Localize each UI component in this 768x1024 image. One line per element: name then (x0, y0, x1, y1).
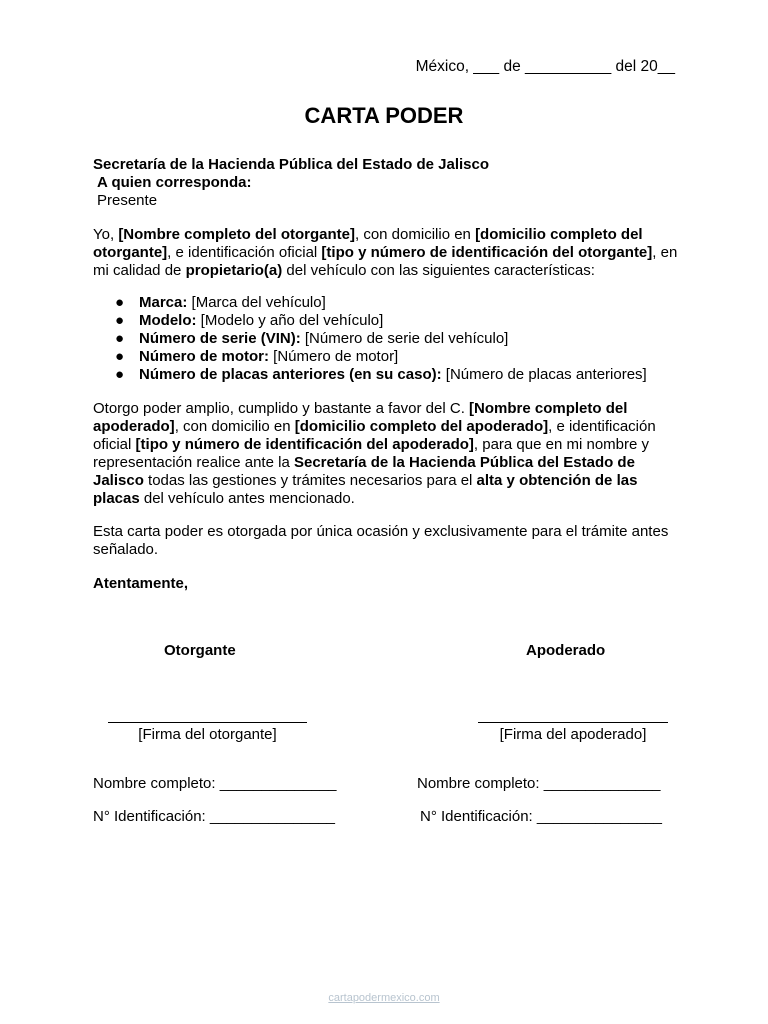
p2-text-2: , con domicilio en (174, 418, 295, 435)
addressee-presente: Presente (97, 192, 158, 209)
p1-text-2: , con domicilio en (355, 226, 476, 243)
addressee-institution: Secretaría de la Hacienda Pública del Estado de Jalisco (93, 156, 490, 173)
addressee-block (93, 156, 683, 210)
closing: Atentamente, (93, 575, 189, 592)
grantor-signature-label: [Firma del otorgante] (138, 726, 277, 743)
addressee-salutation: A quien corresponda: (97, 174, 252, 191)
grantor-signature-line (108, 722, 307, 723)
p2-institution: Secretaría de la Hacienda Pública del Estado de Jalisco (93, 454, 635, 489)
p2-text-3: , e identificación oficial (93, 418, 656, 453)
p2-text-6: del vehículo antes mencionado. (139, 490, 355, 507)
p1-text-4: , en mi calidad de (93, 244, 678, 279)
p2-text-1: Otorgo poder amplio, cumplido y bastante a favor del C. (93, 400, 470, 417)
attorney-signature-label: [Firma del apoderado] (499, 726, 647, 743)
list-item (93, 348, 683, 366)
document-title: CARTA PODER (304, 103, 464, 128)
grantor-heading: Otorgante (164, 642, 236, 659)
item-value: [Marca del vehículo] (187, 294, 326, 311)
p1-text-1: Yo, (93, 226, 119, 243)
list-item (93, 330, 683, 348)
list-item (93, 312, 683, 330)
p1-text-5: del vehículo con las siguientes características: (282, 262, 595, 279)
attorney-heading: Apoderado (526, 642, 606, 659)
item-label: Número de placas anteriores (en su caso): (139, 366, 442, 383)
p2-text-5: todas las gestiones y trámites necesarios para el (143, 472, 477, 489)
grantor-name-field: Nombre completo: ______________ (93, 775, 337, 792)
p2-attorney-address: [domicilio completo del apoderado] (294, 418, 549, 435)
p1-text-3: , e identificación oficial (167, 244, 322, 261)
bullet-icon: ● (115, 366, 125, 383)
p1-grantor-address: [domicilio completo del otorgante] (93, 226, 643, 261)
item-label: Marca: (139, 294, 188, 311)
paragraph-power (93, 400, 683, 508)
item-value: [Número de placas anteriores] (441, 366, 647, 383)
paragraph-single-use: Esta carta poder es otorgada por única ocasión y exclusivamente para el trámite antes señalado. (93, 523, 669, 558)
footer-watermark-link[interactable]: cartapodermexico.com (328, 992, 440, 1004)
vehicle-list (93, 294, 683, 384)
p1-grantor-name: [Nombre completo del otorgante] (118, 226, 355, 243)
item-label: Número de motor: (139, 348, 270, 365)
attorney-signature-line (478, 722, 668, 723)
attorney-id-field: N° Identificación: _______________ (420, 808, 663, 825)
item-label: Modelo: (139, 312, 197, 329)
paragraph-grantor (93, 226, 683, 280)
p2-attorney-name: [Nombre completo del apoderado] (93, 400, 628, 435)
item-value: [Modelo y año del vehículo] (196, 312, 384, 329)
list-item (93, 294, 683, 312)
p2-attorney-id: [tipo y número de identificación del apoderado] (135, 436, 474, 453)
item-value: [Número de serie del vehículo] (300, 330, 509, 347)
p2-procedure: alta y obtención de las placas (93, 472, 638, 507)
p2-text-4: , para que en mi nombre y representación realice ante la (93, 436, 649, 471)
bullet-icon: ● (115, 330, 125, 347)
list-item (93, 366, 683, 384)
p1-owner: propietario(a) (185, 262, 283, 279)
p1-grantor-id: [tipo y número de identificación del otorgante] (321, 244, 653, 261)
bullet-icon: ● (115, 348, 125, 365)
item-value: [Número de motor] (269, 348, 399, 365)
attorney-name-field: Nombre completo: ______________ (417, 775, 661, 792)
bullet-icon: ● (115, 312, 125, 329)
date-line: México, ___ de __________ del 20__ (415, 58, 675, 75)
bullet-icon: ● (115, 294, 125, 311)
item-label: Número de serie (VIN): (139, 330, 301, 347)
grantor-id-field: N° Identificación: _______________ (93, 808, 336, 825)
